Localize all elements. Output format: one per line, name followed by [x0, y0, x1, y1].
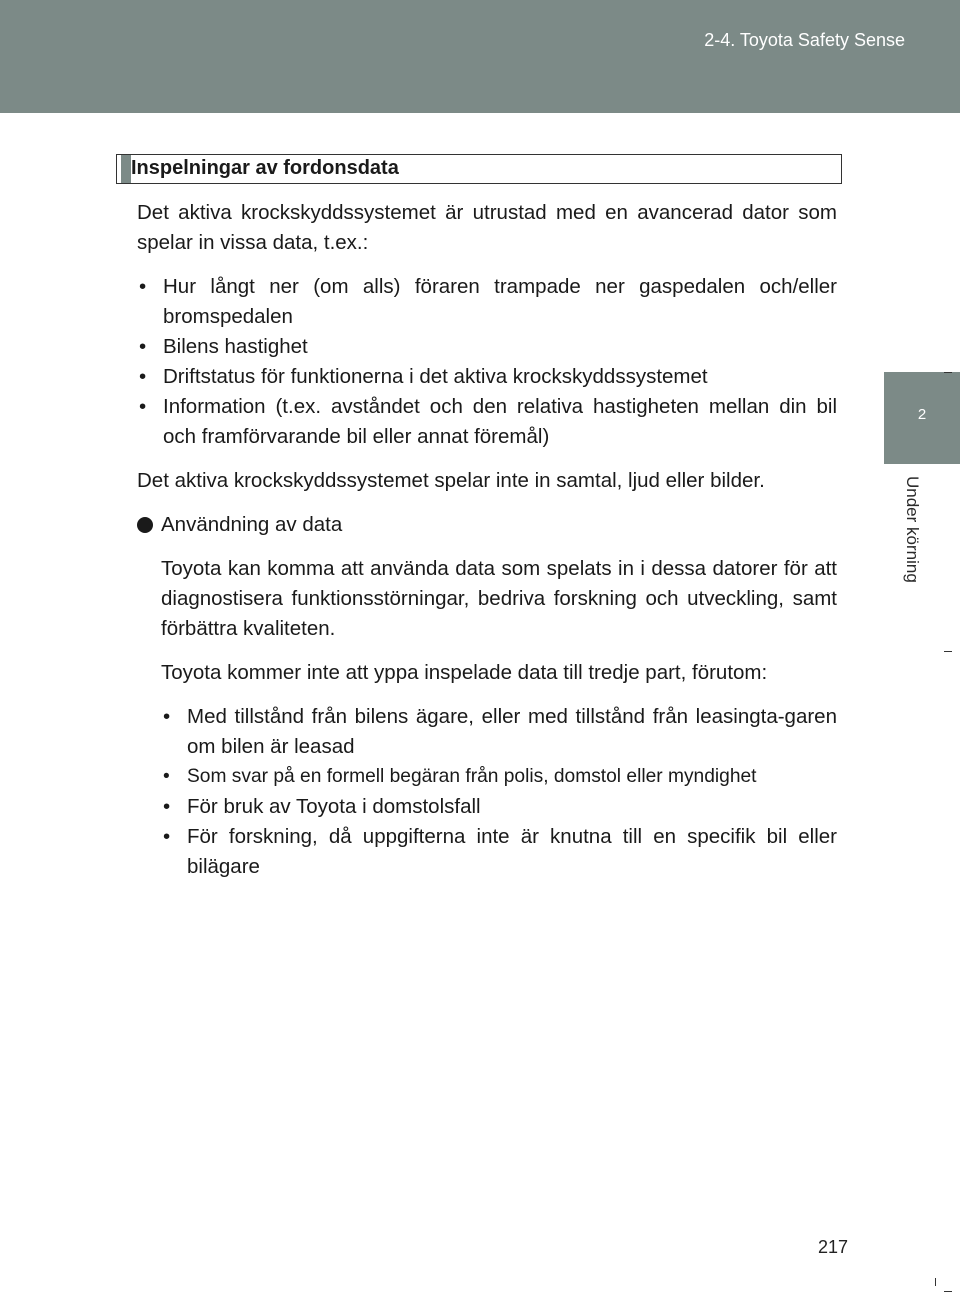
crop-mark — [944, 651, 952, 652]
list-item — [137, 332, 837, 362]
list-item-text: För bruk av Toyota i domstolsfall — [187, 795, 481, 818]
document-body — [137, 198, 837, 882]
list-item-text: Som svar på en formell begäran från polis, domstol eller myndighet — [187, 766, 757, 787]
bullet-glyph: • — [163, 766, 170, 787]
list-item-text: Driftstatus för funktionerna i det aktiva krockskyddssystemet — [163, 365, 708, 388]
list-item-text: Information (t.ex. avståndet och den relativa hastigheten mellan din bil och framförvarande bil eller annat föremål) — [163, 395, 837, 448]
list-item-text: Hur långt ner (om alls) föraren trampade ner gaspedalen och/eller bromspedalen — [163, 275, 837, 328]
crop-mark — [935, 1278, 936, 1286]
list-item — [161, 792, 837, 822]
usage-heading-text: Användning av data — [161, 513, 343, 536]
section-title: Inspelningar av fordonsdata — [131, 157, 399, 179]
chapter-tab-label: Under körning — [903, 476, 922, 583]
usage-section — [161, 554, 837, 882]
list-item — [137, 362, 837, 392]
chapter-tab — [884, 372, 960, 464]
list-item — [137, 272, 837, 332]
bullet-glyph: • — [163, 705, 171, 728]
page-number: 217 — [818, 1237, 849, 1257]
usage-paragraph-2: Toyota kommer inte att yppa inspelade data till tredje part, förutom: — [161, 661, 768, 684]
bullet-glyph: • — [163, 825, 171, 848]
bullet-glyph: • — [139, 275, 147, 298]
header-band — [0, 0, 960, 113]
bullet-glyph: • — [139, 365, 147, 388]
filled-circle-icon — [137, 517, 153, 533]
section-heading-box — [116, 154, 842, 184]
recorded-data-list — [137, 272, 837, 452]
list-item — [161, 762, 837, 792]
usage-heading — [137, 510, 837, 540]
chapter-section-title: 2-4. Toyota Safety Sense — [704, 30, 905, 50]
list-item — [161, 702, 837, 762]
bullet-glyph: • — [139, 335, 147, 358]
exceptions-list — [161, 702, 837, 882]
list-item-text: Bilens hastighet — [163, 335, 308, 358]
crop-mark — [944, 1291, 952, 1292]
bullet-glyph: • — [163, 795, 171, 818]
bullet-glyph: • — [139, 395, 147, 418]
chapter-tab-number: 2 — [917, 406, 927, 423]
list-item-text: För forskning, då uppgifterna inte är knutna till en specifik bil eller bilägare — [187, 825, 837, 878]
list-item-text: Med tillstånd från bilens ägare, eller med tillstånd från leasingta-garen om bilen är leasad — [187, 705, 837, 758]
section-heading-bar — [121, 155, 131, 183]
usage-paragraph-1: Toyota kan komma att använda data som spelats in i dessa datorer för att diagnostisera funktionsstörningar, bedriva forskning och utveckling, samt förbättra kvaliteten. — [161, 557, 837, 640]
intro-paragraph: Det aktiva krockskyddssystemet är utrustad med en avancerad dator som spelar in vissa data, t.ex.: — [137, 201, 837, 254]
list-item — [137, 392, 837, 452]
not-recorded-paragraph: Det aktiva krockskyddssystemet spelar inte in samtal, ljud eller bilder. — [137, 469, 765, 492]
crop-mark — [944, 372, 952, 373]
list-item — [161, 822, 837, 882]
